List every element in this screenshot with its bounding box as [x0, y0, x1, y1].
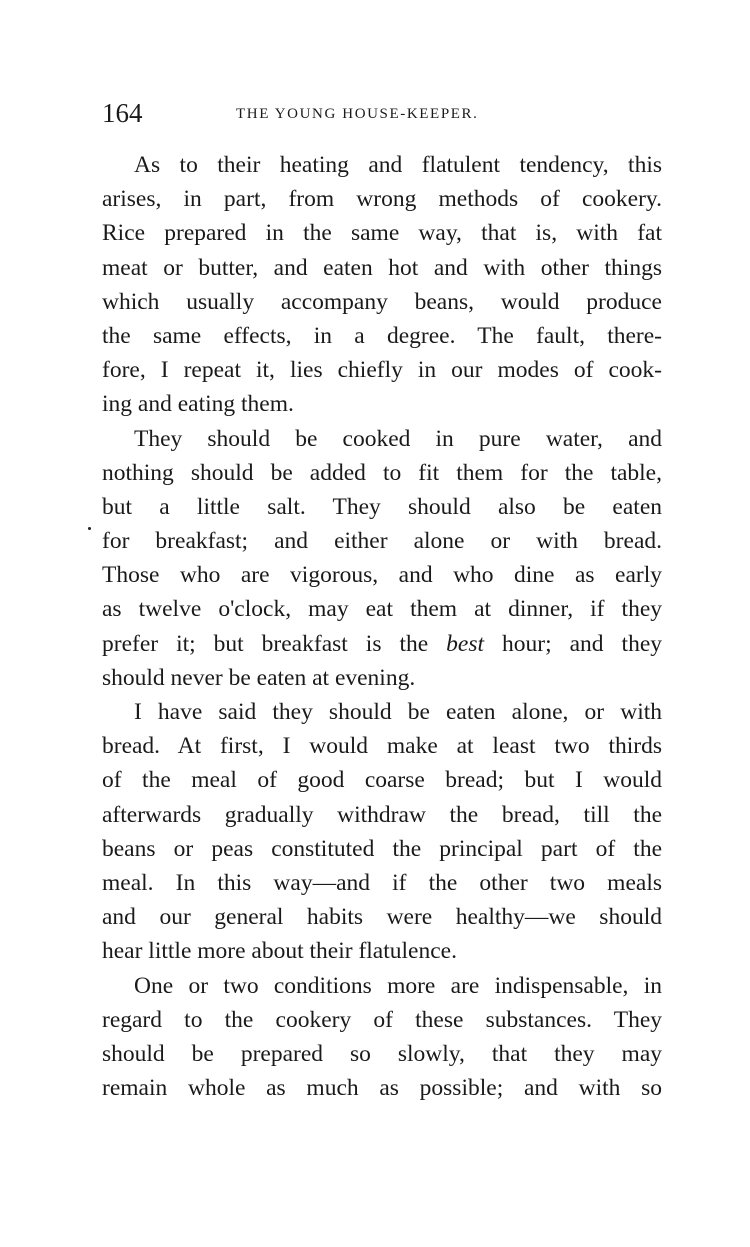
text-line: and our general habits were healthy—we should	[102, 904, 662, 931]
text-line: Rice prepared in the same way, that is, with fat	[102, 220, 662, 247]
text-line: meal. In this way—and if the other two meals	[102, 869, 662, 896]
text-line: afterwards gradually withdraw the bread, till the	[102, 801, 662, 828]
page-header	[102, 96, 562, 130]
italic-word: best	[446, 630, 485, 657]
text-segment: hour; and they	[502, 630, 663, 657]
text-line: As to their heating and flatulent tendency, this	[134, 152, 662, 178]
text-line: nothing should be added to fit them for the table,	[102, 459, 662, 486]
text-line: fore, I repeat it, lies chiefly in our modes of cook-	[102, 357, 662, 384]
body-text	[102, 148, 662, 1105]
text-line: which usually accompany beans, would produce	[102, 288, 662, 315]
text-line: meat or butter, and eaten hot and with other things	[102, 254, 662, 281]
text-line: for breakfast; and either alone or with bread.	[102, 528, 662, 555]
page-number: 164	[102, 98, 143, 128]
text-line: hear little more about their flatulence.	[102, 938, 457, 965]
text-line: I have said they should be eaten alone, or with	[134, 699, 662, 725]
text-line: One or two conditions more are indispensable, in	[134, 972, 662, 999]
text-line: Those who are vigorous, and who dine as early	[102, 562, 662, 589]
text-line: regard to the cookery of these substances. They	[102, 1006, 662, 1033]
running-title: THE YOUNG HOUSE-KEEPER.	[236, 106, 479, 122]
text-line: ing and eating them.	[102, 391, 294, 418]
text-line: but a little salt. They should also be eaten	[102, 493, 662, 520]
text-line: They should be cooked in pure water, and	[134, 425, 662, 452]
text-line: arises, in part, from wrong methods of cookery.	[102, 186, 662, 213]
text-line: beans or peas constituted the principal part of the	[102, 835, 662, 862]
text-line: as twelve o'clock, may eat them at dinner, if they	[102, 596, 662, 623]
text-line: bread. At first, I would make at least two thirds	[102, 733, 662, 760]
text-line: should be prepared so slowly, that they may	[102, 1040, 662, 1067]
text-line: remain whole as much as possible; and with so	[102, 1075, 662, 1102]
text-segment: prefer it; but breakfast is the	[102, 630, 429, 657]
text-line: should never be eaten at evening.	[102, 664, 416, 691]
text-line: of the meal of good coarse bread; but I would	[102, 767, 662, 794]
text-line: the same effects, in a degree. The fault, there-	[102, 322, 662, 349]
text-line-with-italic	[102, 627, 662, 661]
print-speck	[88, 527, 91, 530]
